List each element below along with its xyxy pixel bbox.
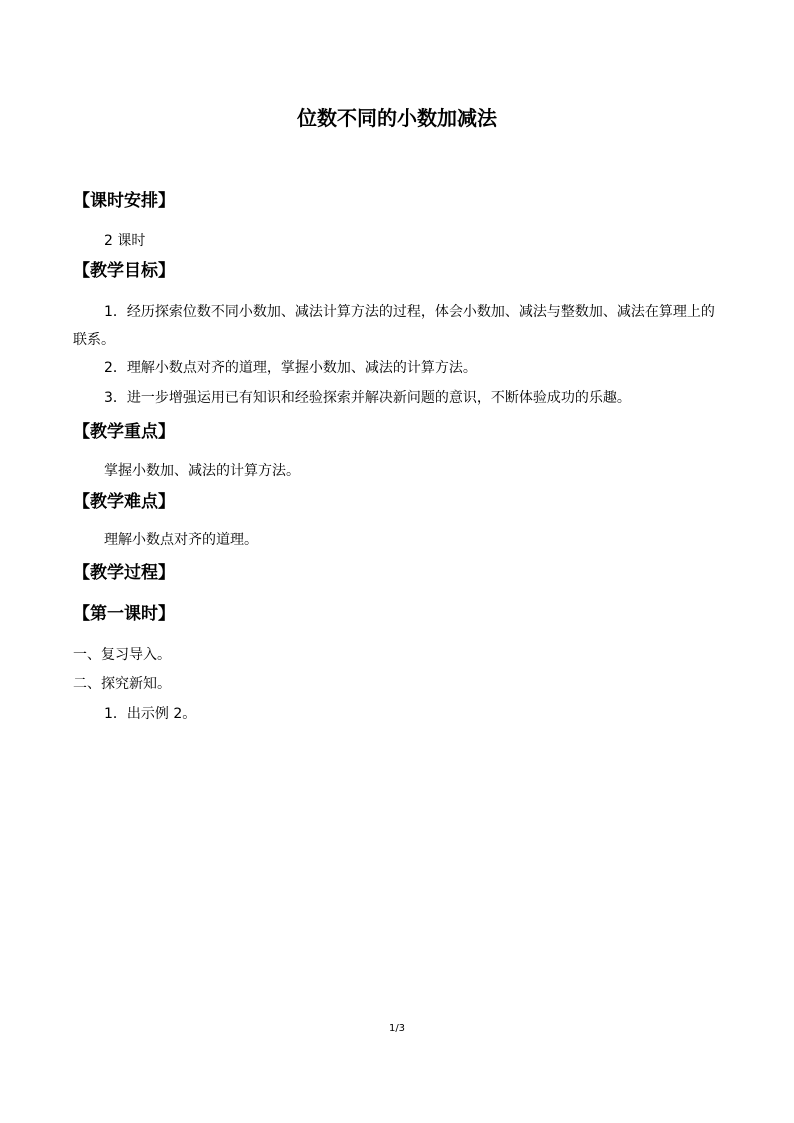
section-heading-difficulties: 【教学难点】	[73, 492, 175, 512]
step-explore-item-1: 1．出示例 2。	[104, 706, 197, 722]
goal-item-1: 1．经历探索位数不同小数加、减法计算方法的过程，体会小数加、减法与整数加、减法在算理上的联系。	[73, 304, 715, 348]
section-heading-schedule: 【课时安排】	[73, 191, 175, 211]
section-heading-first-lesson: 【第一课时】	[73, 604, 175, 624]
schedule-text: 2 课时	[104, 233, 146, 249]
key-points-text: 掌握小数加、减法的计算方法。	[104, 463, 300, 479]
section-heading-goals: 【教学目标】	[73, 261, 175, 281]
goal-item-3: 3．进一步增强运用已有知识和经验探索并解决新问题的意识，不断体验成功的乐趣。	[104, 390, 631, 406]
goal-item-2: 2．理解小数点对齐的道理，掌握小数加、减法的计算方法。	[104, 360, 477, 376]
document-title: 位数不同的小数加减法	[297, 106, 497, 130]
section-heading-process: 【教学过程】	[73, 563, 175, 583]
step-review: 一、复习导入。	[73, 647, 171, 663]
page-number: 1/3	[388, 1023, 406, 1034]
difficulties-text: 理解小数点对齐的道理。	[104, 532, 258, 548]
step-explore: 二、探究新知。	[73, 676, 171, 692]
section-heading-key-points: 【教学重点】	[73, 422, 175, 442]
